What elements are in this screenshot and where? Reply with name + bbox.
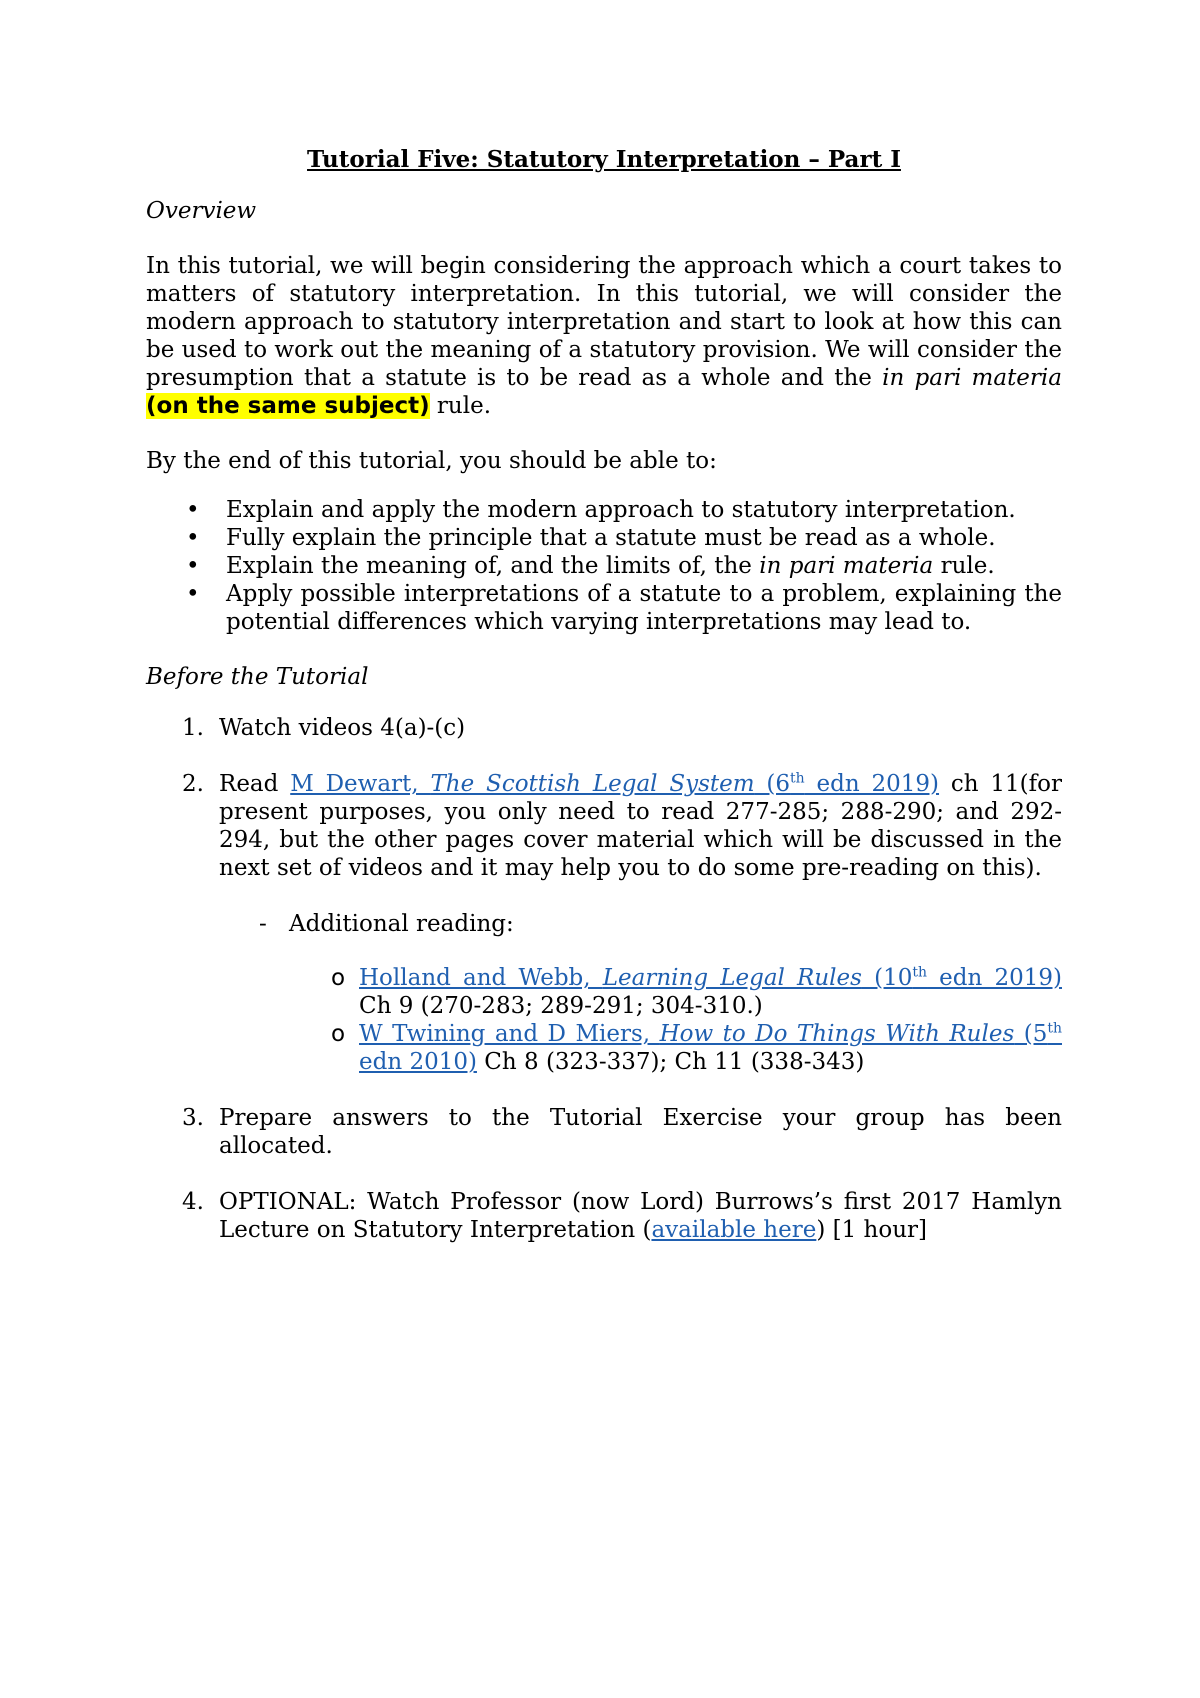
bullet-icon: • [186, 525, 200, 551]
circle-bullet-icon: o [331, 965, 346, 991]
step-number: 4. [182, 1189, 204, 1215]
list-item [146, 770, 1062, 1076]
overview-heading: Overview [146, 198, 257, 224]
bullet-text: Explain and apply the modern approach to statutory interpretation. [226, 497, 1016, 523]
holland-webb-link[interactable]: Holland and Webb, Learning Legal Rules (10th edn 2019) [359, 964, 1062, 991]
step-text: ch 11(for present purposes, you only need to read 277-285; 288-290; and 292-294, but the other pages cover material which will be discussed in the next set of videos and it may help you to do some pre-reading on this). [219, 771, 1062, 881]
overview-italic: in pari materia [882, 365, 1062, 391]
page-title: Tutorial Five: Statutory Interpretation – Part I [307, 146, 901, 173]
overview-text-1: In this tutorial, we will begin considering the approach which a court takes to matters of statutory interpretation. In this tutorial, we will consider the modern approach to statutory interpretation and start to look at how this can be used to work out the meaning of a statutory provision. We will consider the presumption that a statute is to be read as a whole and the [146, 253, 1062, 391]
available-here-link[interactable]: available here [651, 1217, 817, 1243]
list-item [146, 524, 1062, 552]
list-item [146, 1104, 1062, 1160]
additional-reading [219, 910, 1062, 938]
step-number: 1. [182, 715, 204, 741]
before-tutorial-heading: Before the Tutorial [146, 664, 369, 690]
bullet-icon: • [186, 497, 200, 523]
overview-paragraph [146, 252, 1062, 420]
dewart-link[interactable]: M Dewart, The Scottish Legal System (6th edn 2019) [290, 770, 940, 797]
dash-icon: - [259, 911, 267, 937]
list-item [219, 964, 1062, 1020]
reading-text: Ch 8 (323-337); Ch 11 (338-343) [476, 1049, 865, 1075]
highlighted-text: (on the same subject) [146, 393, 430, 419]
step-text: Read [219, 771, 291, 797]
step-text: OPTIONAL: Watch Professor (now Lord) Burrows’s first 2017 Hamlyn Lecture on Statutory Interpretation ( [219, 1189, 1062, 1243]
step-number: 3. [182, 1105, 204, 1131]
step-text: Watch videos 4(a)-(c) [219, 715, 466, 741]
list-item [146, 714, 1062, 742]
additional-reading-label: Additional reading: [289, 911, 514, 937]
list-item [146, 1188, 1062, 1244]
step-text: ) [1 hour] [816, 1217, 927, 1243]
list-item [146, 496, 1062, 524]
bullet-text: Fully explain the principle that a statute must be read as a whole. [226, 525, 996, 551]
document-content [146, 140, 1062, 1272]
twining-miers-link[interactable]: W Twining and D Miers, How to Do Things With Rules (5th edn 2010) [359, 1020, 1062, 1075]
list-item [146, 552, 1062, 580]
learning-outcomes-list [146, 496, 1062, 636]
bullet-icon: • [186, 553, 200, 579]
list-item [219, 1020, 1062, 1076]
additional-reading-list [219, 964, 1062, 1076]
reading-text: Ch 9 (270-283; 289-291; 304-310.) [359, 993, 763, 1019]
bullet-italic: in pari materia [759, 553, 934, 579]
bullet-icon: • [186, 581, 200, 607]
bullet-text: Explain the meaning of, and the limits of, the [226, 553, 760, 579]
overview-text-2: rule. [429, 393, 492, 419]
list-item [146, 580, 1062, 636]
tasks-list [146, 714, 1062, 1244]
bullet-text: Apply possible interpretations of a statute to a problem, explaining the potential differences which varying interpretations may lead to. [226, 581, 1062, 635]
step-number: 2. [182, 771, 204, 797]
circle-bullet-icon: o [331, 1021, 346, 1047]
learning-outcomes-intro: By the end of this tutorial, you should be able to: [146, 448, 717, 474]
step-text: Prepare answers to the Tutorial Exercise your group has been allocated. [219, 1105, 1062, 1159]
bullet-text: rule. [933, 553, 995, 579]
